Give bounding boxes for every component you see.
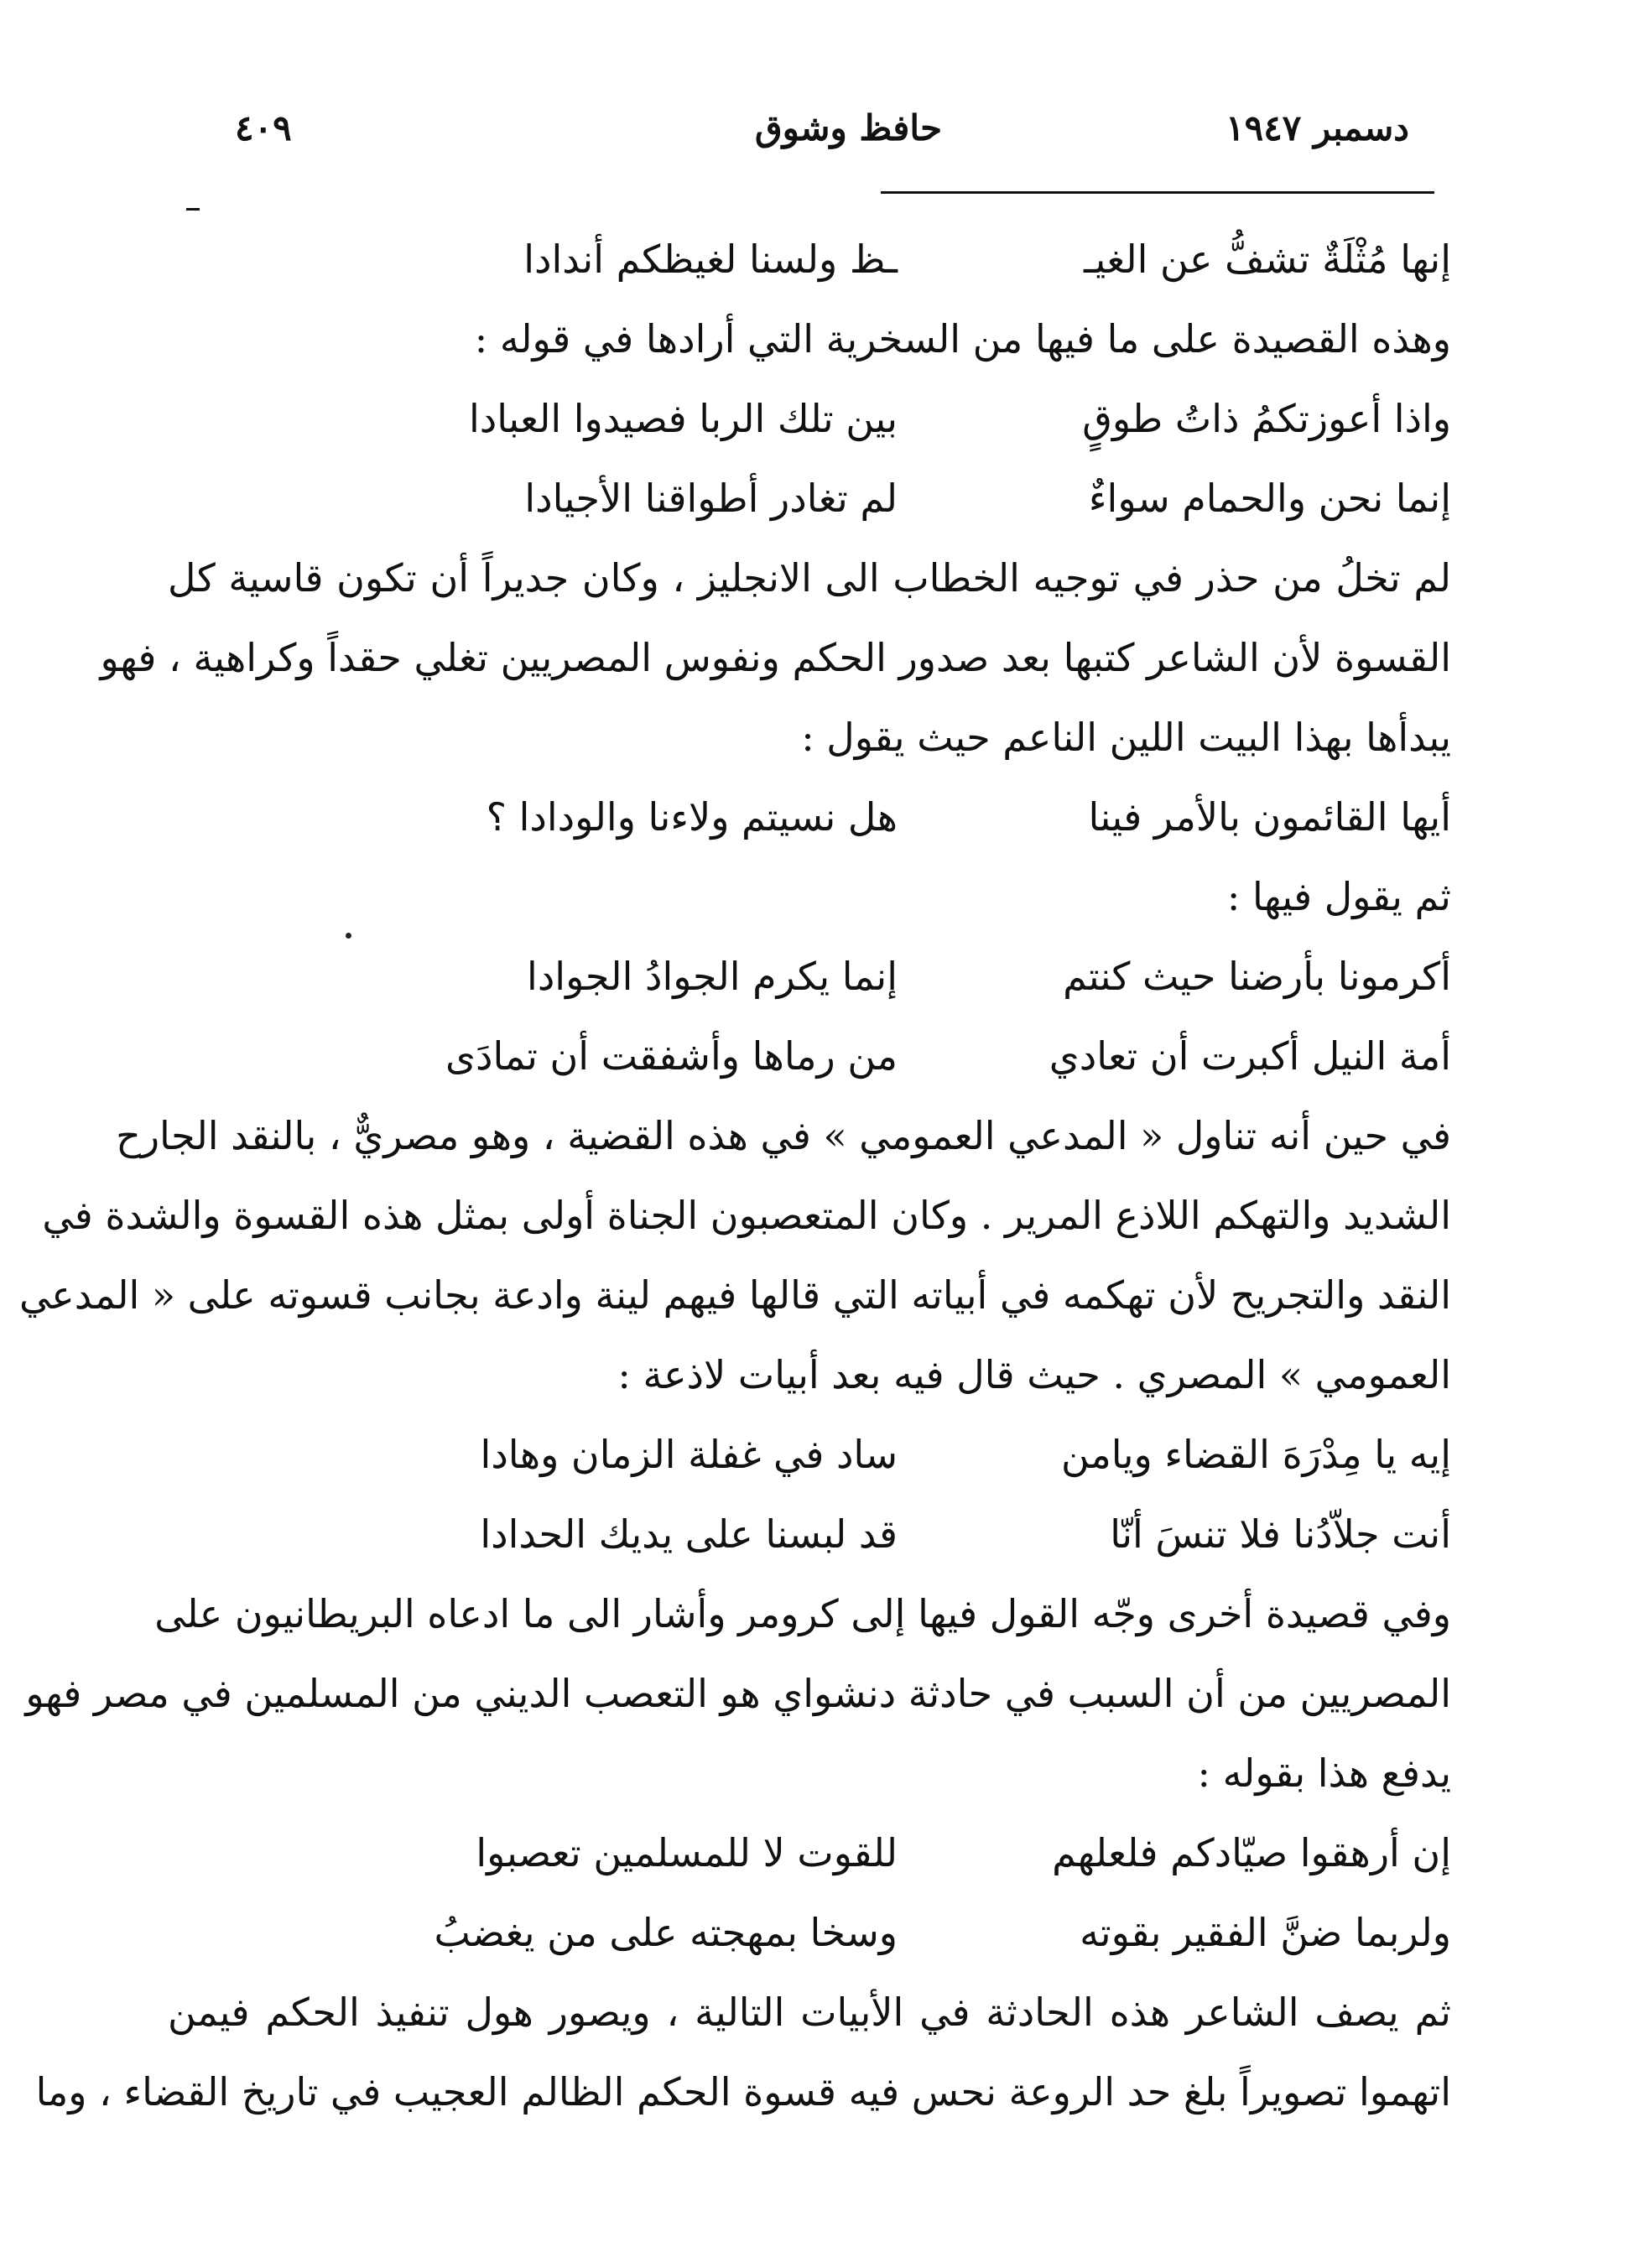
verse-line — [168, 379, 1451, 459]
prose-line: العمومي » المصري . حيث قال فيه بعد أبيات لاذعة : — [617, 1352, 1451, 1397]
prose-line: وهذه القصيدة على ما فيها من السخرية التي أرادها في قوله : — [474, 316, 1451, 362]
verse-line — [168, 1495, 1451, 1574]
verse-first-hemistich: إنما نحن والحمام سواءٌ — [1088, 476, 1451, 521]
verse-first-hemistich: إنها مُثْلَةٌ تشفُّ عن الغيـ — [1084, 237, 1451, 282]
verse-first-hemistich: أمة النيل أكبرت أن تعادي — [1049, 1033, 1451, 1079]
verse-first-hemistich: واذا أعوزتكمُ ذاتُ طوقٍ — [1082, 396, 1451, 441]
prose-line: القسوة لأن الشاعر كتبها بعد صدور الحكم ونفوس المصريين تغلي حقداً وكراهية ، فهو — [100, 635, 1451, 680]
prose-line: يدفع هذا بقوله : — [1197, 1750, 1451, 1796]
verse-second-hemistich: قد لبسنا على يديك الحدادا — [480, 1511, 898, 1557]
page-body — [18, 220, 1451, 2132]
issue-date: دسمبر ١٩٤٧ — [1226, 107, 1409, 148]
verse-second-hemistich: ـظ ولسنا لغيظكم أندادا — [523, 237, 898, 282]
prose-line: يبدأها بهذا البيت اللين الناعم حيث يقول : — [801, 715, 1451, 760]
verse-second-hemistich: هل نسيتم ولاءنا والودادا ؟ — [486, 794, 898, 840]
verse-line — [168, 1893, 1451, 1973]
page-number: ٤٠٩ — [235, 107, 292, 148]
verse-second-hemistich: ساد في غفلة الزمان وهادا — [480, 1432, 898, 1477]
verse-line — [168, 1415, 1451, 1495]
verse-line — [168, 778, 1451, 857]
verse-line — [168, 220, 1451, 299]
verse-second-hemistich: من رماها وأشفقت أن تمادَى — [445, 1033, 898, 1079]
verse-second-hemistich: إنما يكرم الجوادُ الجوادا — [527, 954, 898, 999]
prose-line: ثم يقول فيها : — [1226, 874, 1451, 919]
verse-line — [168, 937, 1451, 1017]
verse-second-hemistich: وسخا بمهجته على من يغضبُ — [434, 1910, 898, 1955]
page-header — [235, 107, 1409, 174]
verse-line — [168, 459, 1451, 538]
prose-line: اتهموا تصويراً بلغ حد الروعة نحس فيه قسوة الحكم الظالم العجيب في تاريخ القضاء ، وما — [35, 2069, 1451, 2115]
verse-second-hemistich: بين تلك الربا فصيدوا العبادا — [468, 396, 898, 441]
verse-line — [168, 1017, 1451, 1096]
verse-first-hemistich: أيها القائمون بالأمر فينا — [1088, 794, 1451, 840]
prose-line: المصريين من أن السبب في حادثة دنشواي هو التعصب الديني من المسلمين في مصر فهو — [25, 1671, 1451, 1716]
margin-mark — [186, 208, 200, 211]
prose-line: الشديد والتهكم اللاذع المرير . وكان المتعصبون الجناة أولى بمثل هذه القسوة والشدة في — [42, 1193, 1451, 1238]
verse-first-hemistich: أكرمونا بأرضنا حيث كنتم — [1063, 954, 1451, 999]
verse-first-hemistich: أنت جلاّدُنا فلا تنسَ أنّا — [1110, 1511, 1451, 1557]
prose-line: لم تخلُ من حذر في توجيه الخطاب الى الانجليز ، وكان جديراً أن تكون قاسية كل — [168, 555, 1451, 601]
header-rule — [881, 191, 1434, 194]
verse-first-hemistich: إن أرهقوا صيّادكم فلعلهم — [1052, 1830, 1451, 1875]
verse-first-hemistich: إيه يا مِدْرَهَ القضاء ويامن — [1061, 1432, 1451, 1477]
verse-first-hemistich: ولربما ضنَّ الفقير بقوته — [1080, 1910, 1451, 1955]
verse-second-hemistich: للقوت لا للمسلمين تعصبوا — [476, 1830, 898, 1875]
verse-second-hemistich: لم تغادر أطواقنا الأجيادا — [524, 476, 898, 521]
running-title: حافظ وشوق — [755, 107, 943, 148]
prose-line: ثم يصف الشاعر هذه الحادثة في الأبيات التالية ، ويصور هول تنفيذ الحكم فيمن — [168, 1990, 1451, 2035]
prose-line: في حين أنه تناول « المدعي العمومي » في هذه القضية ، وهو مصريٌّ ، بالنقد الجارح — [116, 1113, 1451, 1158]
prose-line: وفي قصيدة أخرى وجّه القول فيها إلى كرومر وأشار الى ما ادعاه البريطانيون على — [154, 1591, 1451, 1636]
verse-line — [168, 1813, 1451, 1893]
prose-line: النقد والتجريح لأن تهكمه في أبياته التي قالها فيهم لينة وادعة بجانب قسوته على « المدعي — [18, 1272, 1451, 1318]
